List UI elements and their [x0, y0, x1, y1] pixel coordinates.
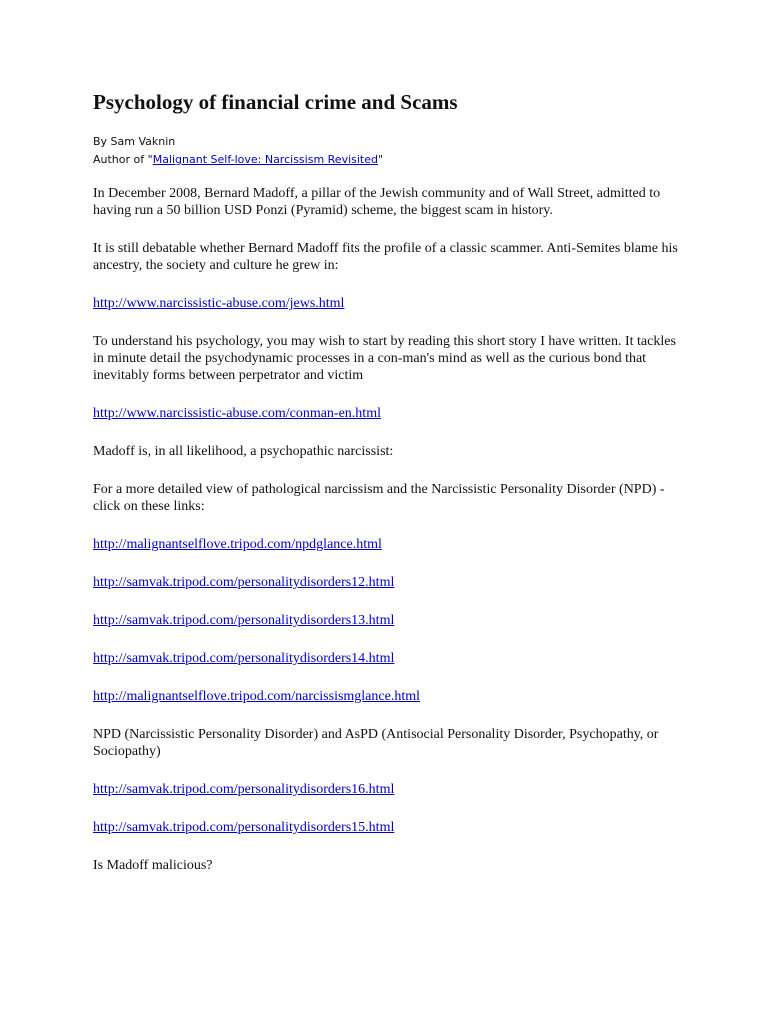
byline-author-of	[93, 151, 683, 169]
link-paragraph-pd12	[93, 574, 683, 591]
link-conman[interactable]: http://www.narcissistic-abuse.com/conman-en.html	[93, 406, 381, 421]
book-link[interactable]: Malignant Self-love: Narcissism Revisited	[152, 153, 378, 166]
paragraph-psychology: To understand his psychology, you may wish to start by reading this short story I have written. It tackles in minute detail the psychodynamic processes in a con-man's mind as well as the curious bond that inevitably forms between perpetrator and victim	[93, 334, 676, 383]
link-npdglance[interactable]: http://malignantselflove.tripod.com/npdglance.html	[93, 537, 382, 552]
link-narcglance[interactable]: http://malignantselflove.tripod.com/narcissismglance.html	[93, 689, 420, 704]
page-title: Psychology of financial crime and Scams	[93, 90, 458, 114]
link-pd13[interactable]: http://samvak.tripod.com/personalitydisorders13.html	[93, 613, 395, 628]
link-paragraph-conman	[93, 405, 683, 422]
author-of-prefix: Author of "	[93, 153, 153, 166]
paragraph-npd-aspd: NPD (Narcissistic Personality Disorder) and AsPD (Antisocial Personality Disorder, Psychopathy, or Sociopathy)	[93, 727, 659, 759]
paragraph-detailed-view: For a more detailed view of pathological narcissism and the Narcissistic Personality Disorder (NPD) - click on these links:	[93, 482, 665, 514]
document-page	[93, 88, 683, 895]
byline-author: By Sam Vaknin	[93, 135, 176, 148]
link-pd15[interactable]: http://samvak.tripod.com/personalitydisorders15.html	[93, 820, 395, 835]
link-paragraph-narcglance	[93, 688, 683, 705]
link-pd16[interactable]: http://samvak.tripod.com/personalitydisorders16.html	[93, 782, 395, 797]
paragraph-malicious: Is Madoff malicious?	[93, 858, 213, 873]
paragraph-psychopathic-narcissist: Madoff is, in all likelihood, a psychopathic narcissist:	[93, 444, 394, 459]
link-pd12[interactable]: http://samvak.tripod.com/personalitydisorders12.html	[93, 575, 395, 590]
link-paragraph-pd16	[93, 781, 683, 798]
link-paragraph-npdglance	[93, 536, 683, 553]
link-paragraph-pd15	[93, 819, 683, 836]
link-paragraph-pd14	[93, 650, 683, 667]
link-paragraph-jews	[93, 295, 683, 312]
author-of-suffix: "	[377, 153, 384, 166]
paragraph-scammer-profile: It is still debatable whether Bernard Madoff fits the profile of a classic scammer. Anti-Semites blame his ancestry, the society and culture he grew in:	[93, 241, 678, 273]
paragraph-madoff-intro: In December 2008, Bernard Madoff, a pillar of the Jewish community and of Wall Street, admitted to having run a 50 billion USD Ponzi (Pyramid) scheme, the biggest scam in history.	[93, 186, 661, 218]
link-jews[interactable]: http://www.narcissistic-abuse.com/jews.html	[93, 296, 345, 311]
link-paragraph-pd13	[93, 612, 683, 629]
link-pd14[interactable]: http://samvak.tripod.com/personalitydisorders14.html	[93, 651, 395, 666]
